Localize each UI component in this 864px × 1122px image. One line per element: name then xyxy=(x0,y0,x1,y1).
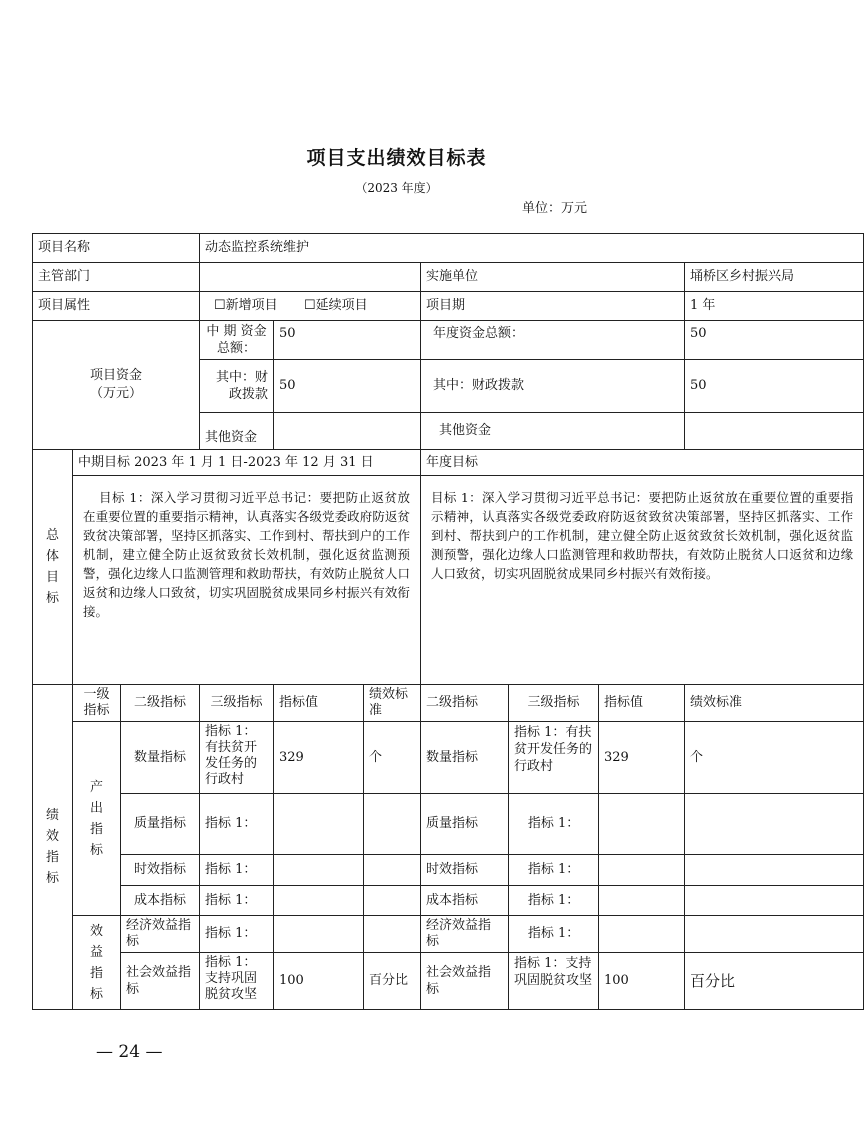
performance-label: 绩效指标 xyxy=(33,685,73,1010)
period-label: 项目期 xyxy=(421,292,685,321)
cost-standard-year xyxy=(685,886,864,916)
cost-l3-mid: 指标 1： xyxy=(200,886,274,916)
social-l3-mid: 指标 1：支持巩固脱贫攻坚 xyxy=(200,953,274,1010)
timeliness-value-mid xyxy=(274,855,364,886)
quantity-standard-mid: 个 xyxy=(364,722,421,794)
year-subtitle: （2023 年度） xyxy=(355,181,438,195)
quantity-value-year: 329 xyxy=(599,722,685,794)
cost-standard-mid xyxy=(364,886,421,916)
quantity-l2-mid: 数量指标 xyxy=(121,722,200,794)
quantity-l2-year: 数量指标 xyxy=(421,722,509,794)
project-name-label: 项目名称 xyxy=(33,234,200,263)
social-l2-mid: 社会效益指标 xyxy=(121,953,200,1010)
economic-value-mid xyxy=(274,916,364,953)
quantity-standard-year: 个 xyxy=(685,722,864,794)
impl-unit-label: 实施单位 xyxy=(421,263,685,292)
cost-l2-year: 成本指标 xyxy=(421,886,509,916)
performance-table xyxy=(32,233,864,1010)
page-number: — 24 — xyxy=(96,1042,163,1062)
mid-other-value xyxy=(274,413,421,450)
mid-fin-value: 50 xyxy=(274,360,421,413)
dept-label: 主管部门 xyxy=(33,263,200,292)
level3-header-year: 三级指标 xyxy=(509,685,599,722)
funds-label: 项目资金（万元） xyxy=(33,321,200,450)
timeliness-standard-mid xyxy=(364,855,421,886)
project-name-value: 动态监控系统维护 xyxy=(200,234,864,263)
year-other-label: 其他资金 xyxy=(421,413,685,450)
dept-value xyxy=(200,263,421,292)
quality-l3-mid: 指标 1： xyxy=(200,794,274,855)
quantity-l3-year: 指标 1：有扶贫开发任务的行政村 xyxy=(509,722,599,794)
social-standard-year: 百分比 xyxy=(685,953,864,1010)
project-attr-label: 项目属性 xyxy=(33,292,200,321)
timeliness-l2-year: 时效指标 xyxy=(421,855,509,886)
quantity-l3-mid: 指标 1：有扶贫开发任务的行政村 xyxy=(200,722,274,794)
economic-l3-year: 指标 1： xyxy=(509,916,599,953)
quality-value-year xyxy=(599,794,685,855)
cost-l2-mid: 成本指标 xyxy=(121,886,200,916)
social-standard-mid: 百分比 xyxy=(364,953,421,1010)
social-value-mid: 100 xyxy=(274,953,364,1010)
cost-value-year xyxy=(599,886,685,916)
timeliness-l2-mid: 时效指标 xyxy=(121,855,200,886)
mid-total-value: 50 xyxy=(274,321,421,360)
timeliness-standard-year xyxy=(685,855,864,886)
mid-total-label: 中 期 资金总额： xyxy=(200,321,274,360)
year-fin-value: 50 xyxy=(685,360,864,413)
quality-standard-year xyxy=(685,794,864,855)
timeliness-l3-year: 指标 1： xyxy=(509,855,599,886)
overall-goal-label: 总体目标 xyxy=(33,450,73,685)
year-total-value: 50 xyxy=(685,321,864,360)
quality-l2-mid: 质量指标 xyxy=(121,794,200,855)
year-goal-text: 目标 1：深入学习贯彻习近平总书记：要把防止返贫放在重要位置的重要指示精神，认真落实各级党委政府防返贫致贫决策部署，坚持区抓落实、工作到村、帮扶到户的工作机制，建立健全防止返贫致贫长效机制，强化返贫监测预警，强化边缘人口监测管理和救助帮扶，有效防止脱贫人口返贫和边缘人口致贫，切实巩固脱贫成果同乡村振兴有效衔接。 xyxy=(421,476,864,685)
economic-l2-mid: 经济效益指标 xyxy=(121,916,200,953)
economic-l2-year: 经济效益指标 xyxy=(421,916,509,953)
social-l2-year: 社会效益指标 xyxy=(421,953,509,1010)
year-goal-header: 年度目标 xyxy=(421,450,864,476)
quality-standard-mid xyxy=(364,794,421,855)
economic-l3-mid: 指标 1： xyxy=(200,916,274,953)
timeliness-l3-mid: 指标 1： xyxy=(200,855,274,886)
project-attr-options xyxy=(200,292,421,321)
cost-value-mid xyxy=(274,886,364,916)
quality-l3-year: 指标 1： xyxy=(509,794,599,855)
unit-label: 单位：万元 xyxy=(522,201,588,216)
year-fin-label: 其中：财政拨款 xyxy=(421,360,685,413)
mid-fin-label: 其中：财政拨款 xyxy=(200,360,274,413)
benefit-indicator-label: 效益指标 xyxy=(73,916,121,1010)
output-indicator-label: 产出指标 xyxy=(73,722,121,916)
year-total-label: 年度资金总额： xyxy=(421,321,685,360)
value-header-mid: 指标值 xyxy=(274,685,364,722)
level2-header-mid: 二级指标 xyxy=(121,685,200,722)
quality-value-mid xyxy=(274,794,364,855)
mid-goal-text: 目标 1：深入学习贯彻习近平总书记：要把防止返贫放在重要位置的重要指示精神，认真落实各级党委政府防返贫致贫决策部署，坚持区抓落实、工作到村、帮扶到户的工作机制，建立健全防止返贫致贫长效机制，强化返贫监测预警，强化边缘人口监测管理和救助帮扶，有效防止脱贫人口返贫和边缘人口致贫，切实巩固脱贫成果同乡村振兴有效衔接。 xyxy=(73,476,421,685)
economic-standard-mid xyxy=(364,916,421,953)
page-title: 项目支出绩效目标表 xyxy=(306,147,487,169)
mid-goal-header: 中期目标 2023 年 1 月 1 日-2023 年 12 月 31 日 xyxy=(73,450,421,476)
level1-header: 一级指标 xyxy=(73,685,121,722)
economic-value-year xyxy=(599,916,685,953)
level2-header-year: 二级指标 xyxy=(421,685,509,722)
standard-header-mid: 绩效标准 xyxy=(364,685,421,722)
impl-unit-value: 埇桥区乡村振兴局 xyxy=(685,263,864,292)
cost-l3-year: 指标 1： xyxy=(509,886,599,916)
period-value: 1 年 xyxy=(685,292,864,321)
social-l3-year: 指标 1：支持巩固脱贫攻坚 xyxy=(509,953,599,1010)
new-project-checkbox: ☐新增项目 xyxy=(214,298,278,313)
economic-standard-year xyxy=(685,916,864,953)
quantity-value-mid: 329 xyxy=(274,722,364,794)
quality-l2-year: 质量指标 xyxy=(421,794,509,855)
year-other-value xyxy=(685,413,864,450)
mid-other-label: 其他资金 xyxy=(200,413,274,450)
continuing-project-checkbox: ☐延续项目 xyxy=(303,298,368,313)
standard-header-year: 绩效标准 xyxy=(685,685,864,722)
level3-header-mid: 三级指标 xyxy=(200,685,274,722)
value-header-year: 指标值 xyxy=(599,685,685,722)
social-value-year: 100 xyxy=(599,953,685,1010)
timeliness-value-year xyxy=(599,855,685,886)
